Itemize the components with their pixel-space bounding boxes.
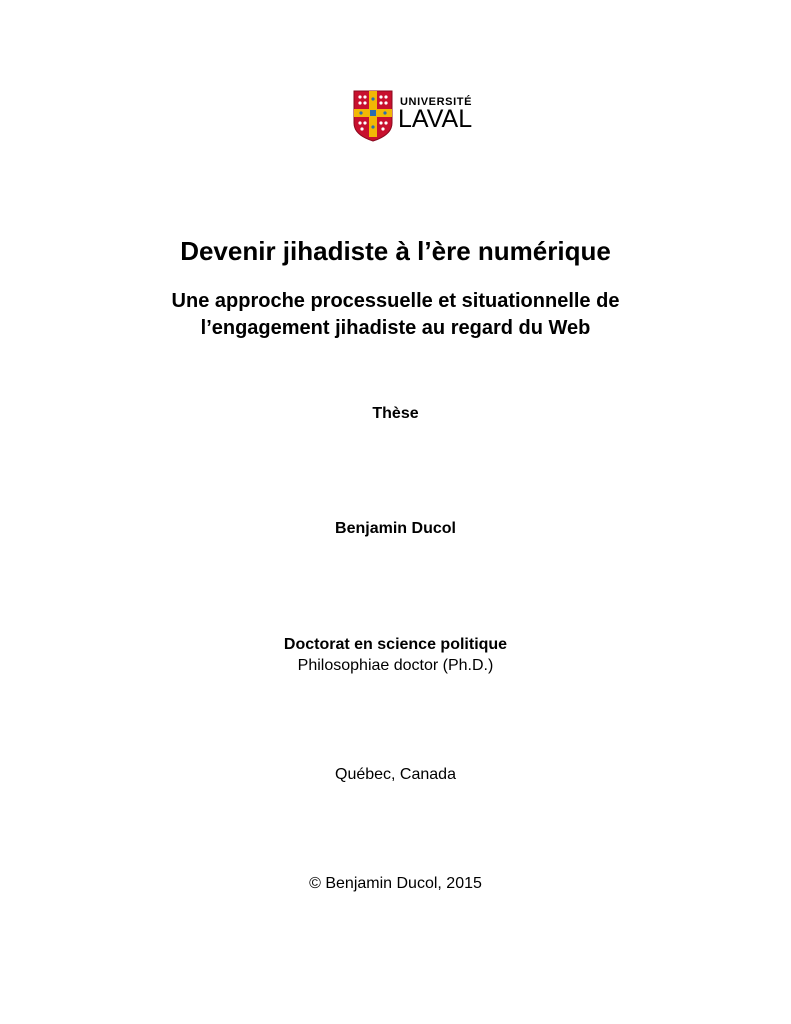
thesis-subtitle [0,288,791,342]
logo-text-universite: UNIVERSITÉ [400,96,473,108]
place: Québec, Canada [335,766,456,783]
copyright-notice: © Benjamin Ducol, 2015 [309,875,482,892]
subtitle-line-1: Une approche processuelle et situationnelle de [171,290,620,312]
subtitle-line-2: l’engagement jihadiste au regard du Web [200,317,591,339]
document-type: Thèse [372,405,419,422]
degree-program: Doctorat en science politique [283,636,508,653]
thesis-title: Devenir jihadiste à l’ère numérique [180,236,611,266]
university-logo [352,89,478,143]
degree-title: Philosophiae doctor (Ph.D.) [297,657,494,674]
logo-text-laval: LAVAL [398,105,473,133]
shield-icon [352,89,394,143]
author-name: Benjamin Ducol [335,520,456,537]
